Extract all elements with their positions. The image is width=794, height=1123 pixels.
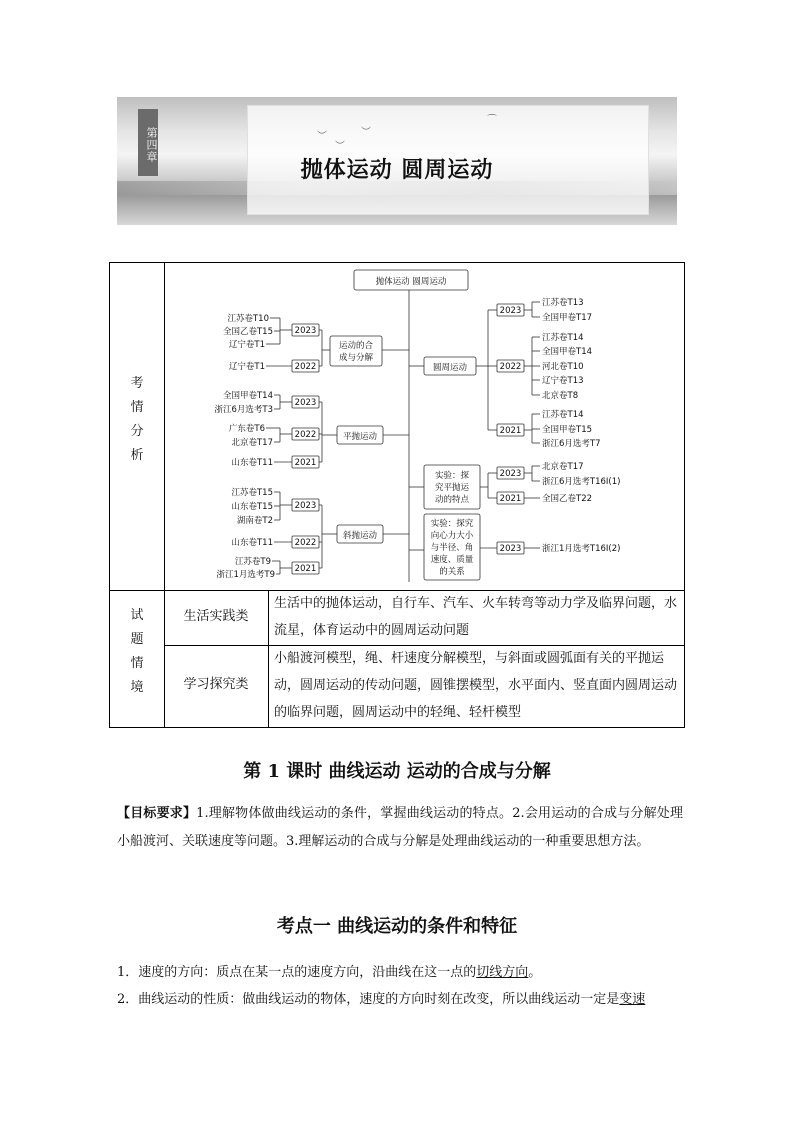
point-1-suffix: 。 xyxy=(528,965,542,980)
year-badge: 2023 xyxy=(294,398,317,408)
exam-ref: 北京卷T17 xyxy=(231,438,273,448)
bird-icon: ︶ xyxy=(361,127,371,138)
exam-ref: 北京卷T17 xyxy=(542,462,584,472)
goal-tag: 【目标要求】 xyxy=(117,806,197,821)
exam-ref: 山东卷T11 xyxy=(231,538,273,548)
year-badge: 2021 xyxy=(294,564,317,574)
exam-ref: 浙江6月选考T3 xyxy=(214,405,273,415)
exam-ref: 全国甲卷T15 xyxy=(542,425,593,435)
exam-ref: 山东卷T11 xyxy=(231,458,273,468)
chapter-tag: 第四章 xyxy=(138,109,158,176)
exam-ref: 辽宁卷T1 xyxy=(228,340,265,350)
lesson-title: 第 1 课时 曲线运动 运动的合成与分解 xyxy=(243,761,551,782)
year-badge: 2021 xyxy=(499,426,522,436)
topic-projectile: 平抛运动 xyxy=(342,432,378,442)
year-badge: 2023 xyxy=(499,469,522,479)
exam-ref: 全国甲卷T17 xyxy=(542,313,593,323)
topic-exp1-3: 动的特点 xyxy=(434,495,470,505)
exam-ref: 浙江6月选考T16Ⅰ(1) xyxy=(542,477,621,487)
exam-ref: 全国乙卷T22 xyxy=(542,494,593,504)
year-badge: 2022 xyxy=(499,362,522,372)
section-title: 考点一 曲线运动的条件和特征 xyxy=(276,916,518,937)
point-2-answer: 变速 xyxy=(619,992,646,1007)
category-study: 学习探究类 xyxy=(183,677,249,692)
exam-ref: 浙江1月选考T16Ⅰ(2) xyxy=(542,544,621,554)
year-badge: 2021 xyxy=(294,458,317,468)
category-life: 生活实践类 xyxy=(183,609,249,624)
chapter-title: 抛体运动 圆周运动 xyxy=(300,158,494,183)
exam-ref: 江苏卷T15 xyxy=(231,488,273,498)
point-2-text: 2．曲线运动的性质：做曲线运动的物体，速度的方向时刻在改变，所以曲线运动一定是 xyxy=(117,992,620,1007)
year-badge: 2023 xyxy=(499,306,522,316)
mindmap-root: 抛体运动 圆周运动 xyxy=(375,277,447,287)
exam-ref: 全国甲卷T14 xyxy=(542,347,593,357)
year-badge: 2022 xyxy=(294,362,317,372)
exam-ref: 江苏卷T14 xyxy=(542,333,584,343)
exam-ref: 江苏卷T10 xyxy=(227,314,269,324)
exam-ref: 江苏卷T13 xyxy=(542,298,584,308)
mind-map xyxy=(162,262,684,590)
topic-synthesis-2: 成与分解 xyxy=(338,353,374,363)
year-badge: 2023 xyxy=(499,544,522,554)
content-study: 小船渡河模型，绳、杆速度分解模型，与斜面或圆弧面有关的平抛运动，圆周运动的传动问题，圆锥摆模型，水平面内、竖直面内圆周运动的临界问题，圆周运动中的轻绳、轻杆模型 xyxy=(274,651,678,720)
row-label-context: 试 题 情 境 xyxy=(130,608,144,695)
point-2 xyxy=(117,987,683,1013)
topic-exp2: 实验：探究 xyxy=(430,519,474,529)
year-badge: 2022 xyxy=(294,430,317,440)
content-life: 生活中的抛体运动，自行车、汽车、火车转弯等动力学及临界问题，水流星，体育运动中的圆周运动问题 xyxy=(274,596,678,638)
year-badge: 2023 xyxy=(294,326,317,336)
row-label-analysis: 考 情 分 析 xyxy=(130,376,144,463)
exam-ref: 全国乙卷T15 xyxy=(222,327,273,337)
topic-circular: 圆周运动 xyxy=(432,363,468,373)
exam-ref: 河北卷T10 xyxy=(542,362,584,372)
topic-synthesis: 运动的合 xyxy=(338,341,374,351)
year-badge: 2022 xyxy=(294,538,317,548)
exam-ref: 北京卷T8 xyxy=(542,391,579,401)
exam-ref: 江苏卷T14 xyxy=(542,410,584,420)
topic-exp2-2: 向心力大小 xyxy=(430,531,474,541)
goal-paragraph xyxy=(117,800,683,856)
topic-exp2-4: 速度、质量 xyxy=(430,555,474,565)
bird-icon: ⌒ xyxy=(487,115,497,126)
exam-ref: 湖南卷T2 xyxy=(236,516,273,526)
topic-exp2-5: 的关系 xyxy=(439,567,465,577)
exam-ref: 辽宁卷T13 xyxy=(542,376,584,386)
exam-ref: 浙江1月选考T9 xyxy=(216,570,275,580)
year-badge: 2023 xyxy=(294,501,317,511)
topic-exp2-3: 与半径、角 xyxy=(430,543,474,553)
exam-ref: 全国甲卷T14 xyxy=(222,391,273,401)
topic-oblique: 斜抛运动 xyxy=(342,531,378,541)
exam-ref: 浙江6月选考T7 xyxy=(542,439,601,449)
exam-ref: 辽宁卷T1 xyxy=(228,362,265,372)
point-1-answer: 切线方向 xyxy=(476,965,529,980)
topic-exp1-2: 究平抛运 xyxy=(434,483,470,493)
exam-ref: 山东卷T15 xyxy=(231,502,273,512)
goal-text: 1.理解物体做曲线运动的条件，掌握曲线运动的特点。2.会用运动的合成与分解处理小船渡河、关联速度等问题。3.理解运动的合成与分解是处理曲线运动的一种重要思想方法。 xyxy=(117,806,683,849)
exam-ref: 江苏卷T9 xyxy=(234,557,271,567)
exam-ref: 广东卷T6 xyxy=(228,424,265,434)
topic-exp1: 实验：探 xyxy=(434,471,470,481)
point-1 xyxy=(117,960,683,986)
chapter-banner xyxy=(117,97,677,225)
bird-icon: ︶ xyxy=(335,141,345,152)
year-badge: 2021 xyxy=(499,494,522,504)
bird-icon: ︶ xyxy=(317,131,327,142)
point-1-text: 1．速度的方向：质点在某一点的速度方向，沿曲线在这一点的 xyxy=(117,965,477,980)
